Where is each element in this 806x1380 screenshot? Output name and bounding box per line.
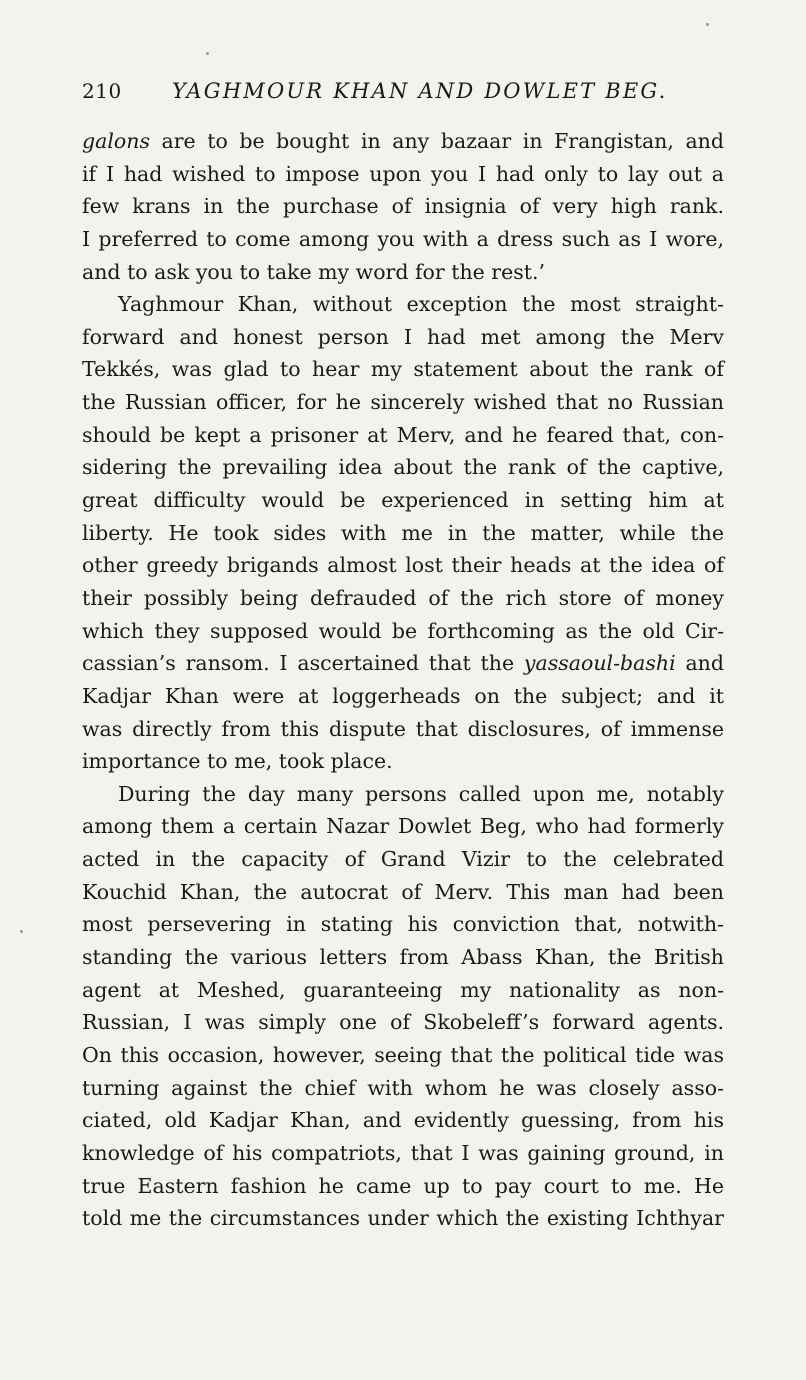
text-line [82, 353, 724, 386]
line-text: and [675, 651, 724, 676]
text-line [82, 158, 724, 191]
line-text: acted in the capacity of Grand Vizir to the celebrated [82, 847, 724, 872]
page-number: 210 [82, 79, 122, 103]
paper-speck [20, 930, 23, 933]
text-line [82, 321, 724, 354]
text-line [82, 941, 724, 974]
text-line [82, 1006, 724, 1039]
line-text: are to be bought in any bazaar in Frangistan, and [149, 129, 724, 153]
text-line [82, 288, 724, 321]
line-text: Tekkés, was glad to hear my statement about the rank of [82, 357, 724, 382]
line-text: knowledge of his compatriots, that I was gaining ground, in [82, 1140, 724, 1165]
text-line [82, 484, 724, 517]
text-line [82, 451, 724, 484]
line-text: their possibly being defrauded of the rich store of money [82, 585, 724, 610]
text-line [82, 125, 724, 158]
line-text: other greedy brigands almost lost their heads at the idea of [82, 553, 724, 578]
text-line [82, 1170, 724, 1203]
line-text: Yaghmour Khan, without exception the most straight- [118, 292, 724, 317]
line-text: should be kept a prisoner at Merv, and he feared that, con- [82, 422, 724, 447]
text-line [82, 810, 724, 843]
text-line [82, 223, 724, 256]
line-text: importance to me, took place. [82, 749, 393, 774]
line-text: forward and honest person I had met among the Merv [82, 324, 724, 349]
text-line [82, 680, 724, 713]
text-line [82, 745, 724, 778]
line-text: ciated, old Kadjar Khan, and evidently guessing, from his [82, 1108, 724, 1133]
line-text: Russian, I was simply one of Skobeleff’s forward agents. [82, 1010, 724, 1035]
running-head [82, 79, 742, 109]
line-text: was directly from this dispute that disclosures, of immense [82, 716, 724, 741]
text-line [82, 517, 724, 550]
line-text: Kadjar Khan were at loggerheads on the subject; and it [82, 683, 724, 708]
paper-speck [706, 23, 709, 26]
line-text: standing the various letters from Abass Khan, the British [82, 945, 724, 970]
text-line [82, 647, 724, 680]
line-text: I preferred to come among you with a dress such as I wore, [82, 226, 724, 251]
text-line [82, 1039, 724, 1072]
line-text: most persevering in stating his conviction that, notwith- [82, 912, 724, 937]
text-line [82, 778, 724, 811]
line-text: told me the circumstances under which the existing Ichthyar [82, 1206, 724, 1231]
line-text: great difficulty would be experienced in setting him at [82, 488, 724, 513]
line-text: On this occasion, however, seeing that the political tide was [82, 1042, 724, 1067]
text-line [82, 1202, 724, 1235]
running-title: YAGHMOUR KHAN AND DOWLET BEG. [172, 79, 668, 103]
line-text: if I had wished to impose upon you I had only to lay out a [82, 161, 724, 186]
text-line [82, 974, 724, 1007]
text-line [82, 549, 724, 582]
text-line [82, 1137, 724, 1170]
text-line [82, 615, 724, 648]
line-text: turning against the chief with whom he was closely asso- [82, 1075, 724, 1100]
text-line [82, 908, 724, 941]
italic-term: yassaoul-bashi [523, 651, 676, 676]
italic-term: galons [82, 129, 150, 153]
line-text: sidering the prevailing idea about the rank of the captive, [82, 455, 724, 480]
text-line [82, 190, 724, 223]
text-line [82, 876, 724, 909]
line-text: agent at Meshed, guaranteeing my nationality as non- [82, 977, 724, 1002]
line-text: During the day many persons called upon me, notably [118, 781, 724, 806]
text-line [82, 1104, 724, 1137]
body-text [82, 125, 724, 1235]
text-line [82, 713, 724, 746]
text-line [82, 386, 724, 419]
line-text: few krans in the purchase of insignia of very high rank. [82, 194, 724, 219]
line-text: and to ask you to take my word for the rest.’ [82, 259, 546, 284]
line-text: the Russian officer, for he sincerely wished that no Russian [82, 390, 724, 415]
text-line [82, 256, 724, 289]
line-text: true Eastern fashion he came up to pay court to me. He [82, 1173, 724, 1198]
paper-speck [206, 52, 209, 55]
line-text: cassian’s ransom. I ascertained that the [82, 651, 524, 676]
line-text: which they supposed would be forthcoming as the old Cir- [82, 618, 724, 643]
text-line [82, 582, 724, 615]
text-line [82, 843, 724, 876]
line-text: Kouchid Khan, the autocrat of Merv. This man had been [82, 879, 724, 904]
text-line [82, 419, 724, 452]
text-line [82, 1072, 724, 1105]
line-text: liberty. He took sides with me in the matter, while the [82, 520, 724, 545]
line-text: among them a certain Nazar Dowlet Beg, who had formerly [82, 814, 724, 839]
